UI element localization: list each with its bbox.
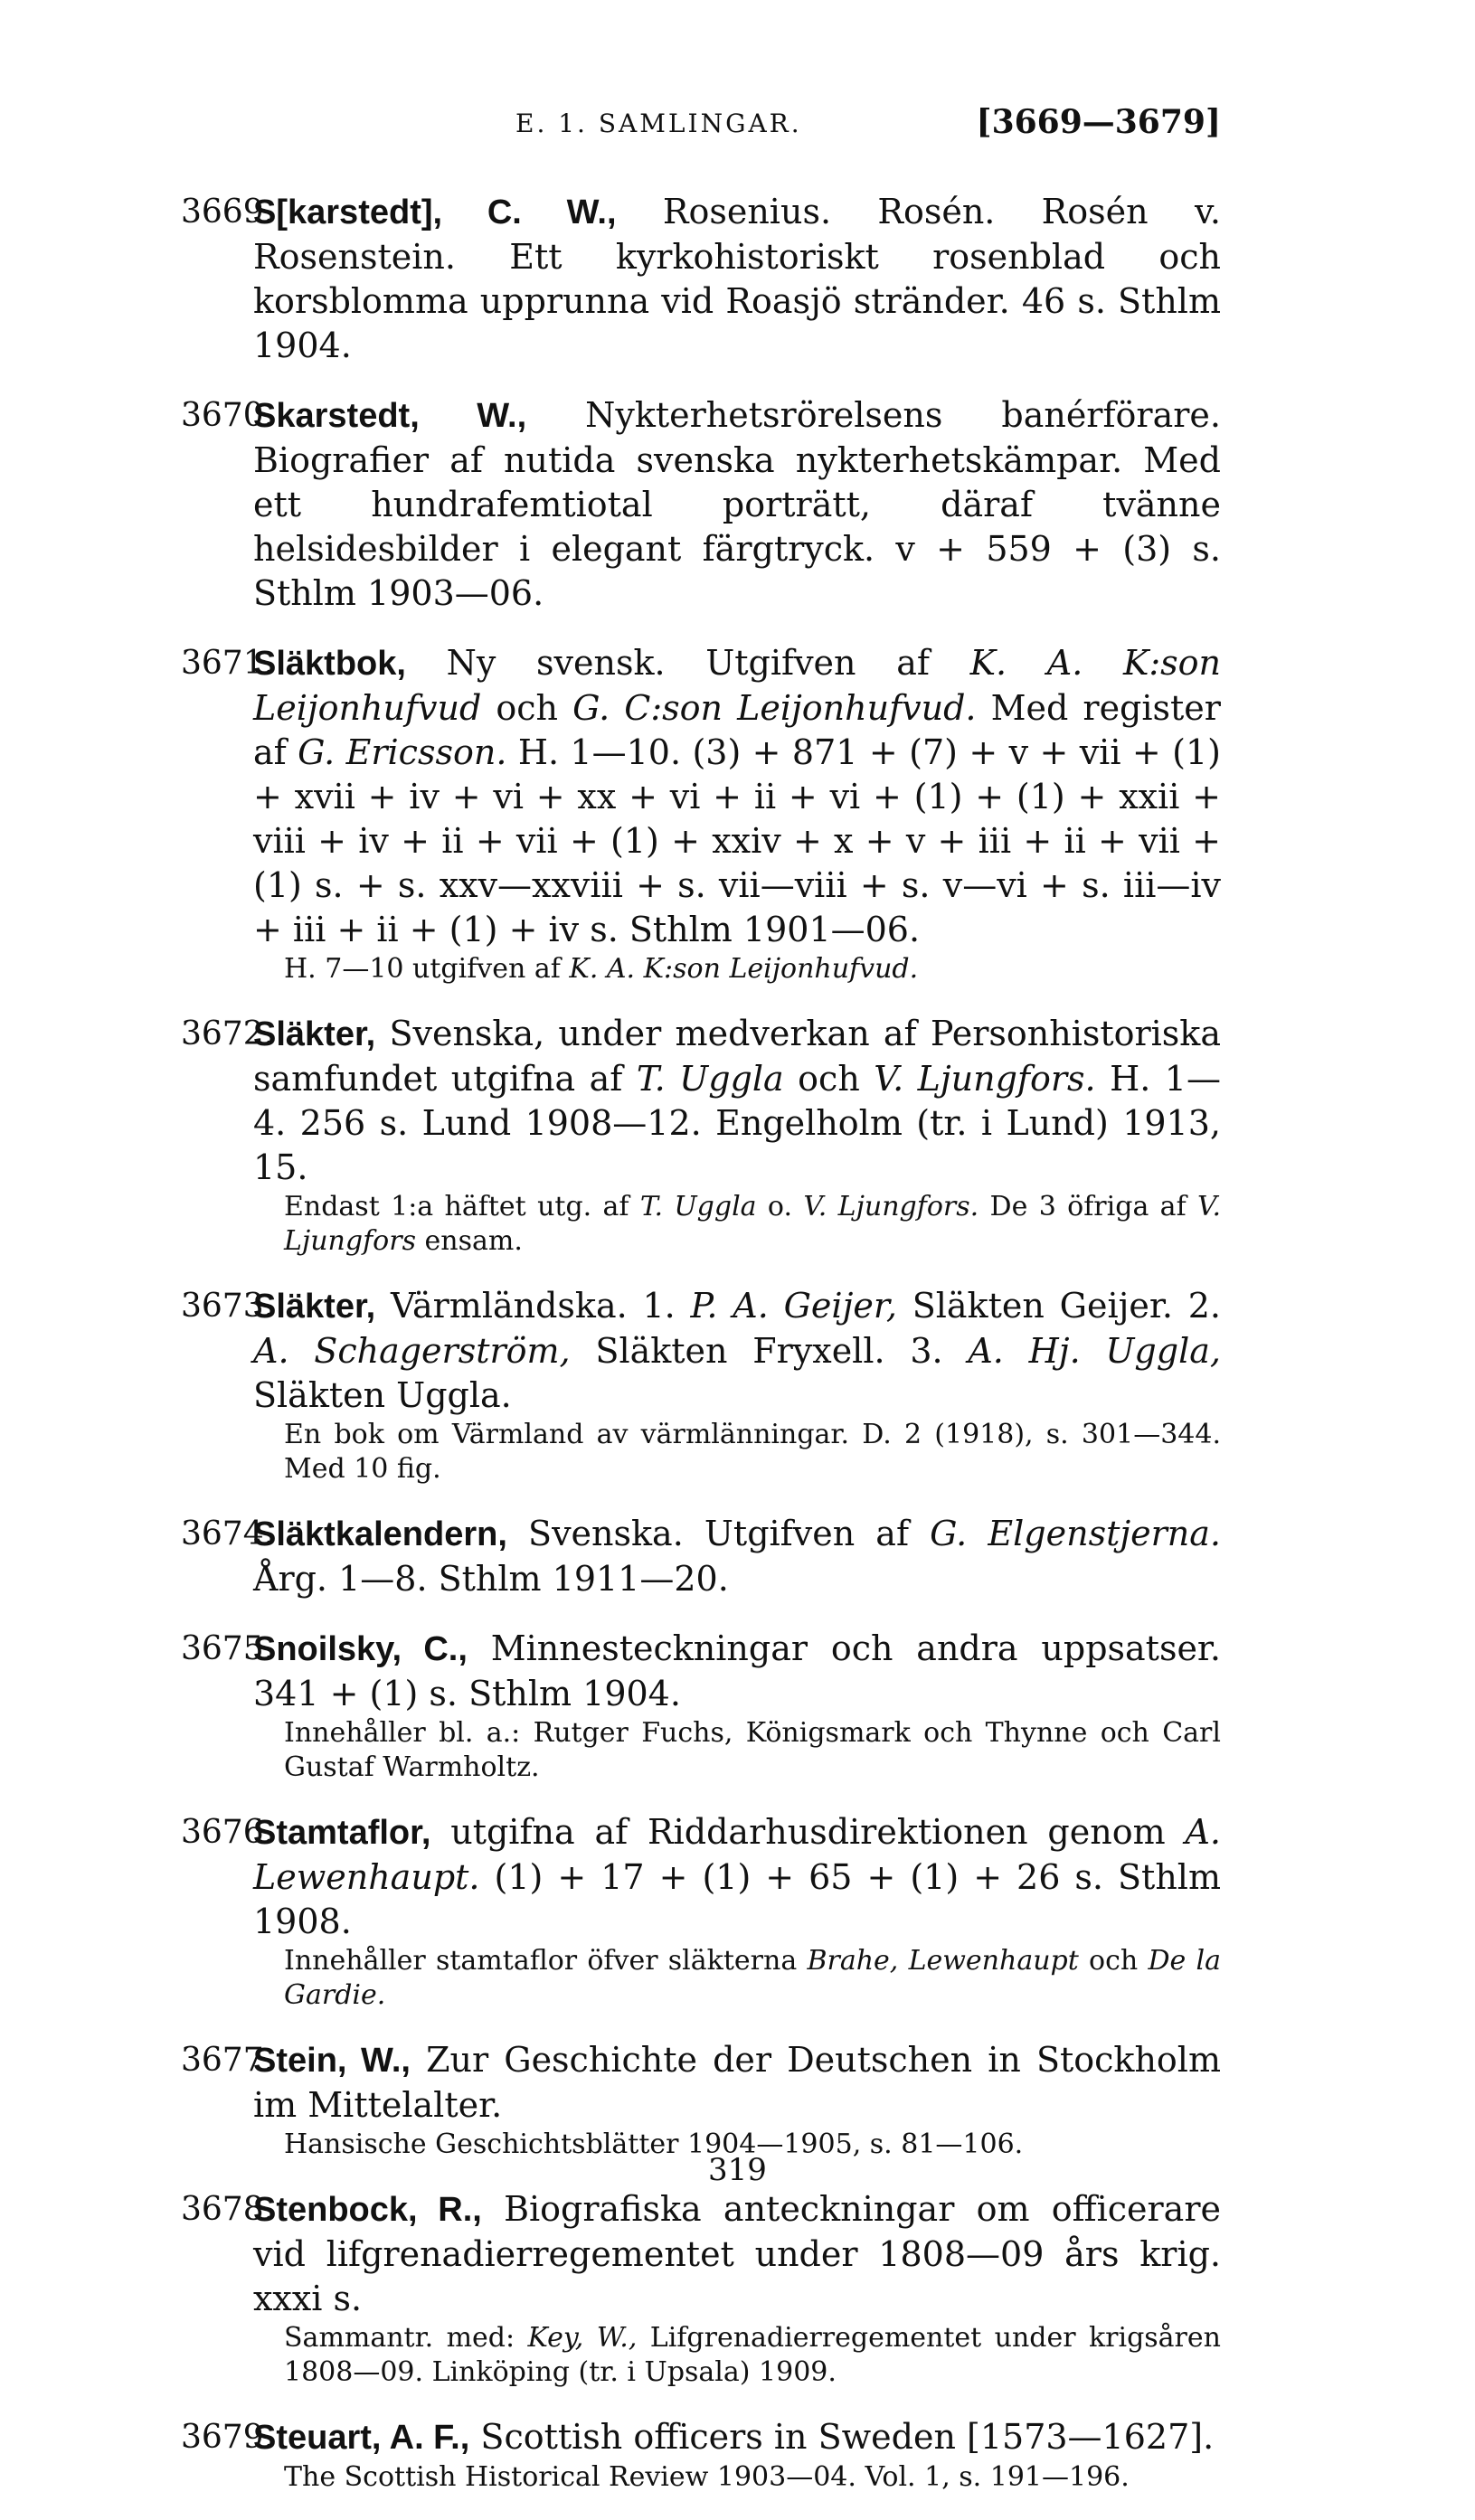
- entry-body: Skarstedt, W., Nykterhetsrörelsens banérförare. Biografier af nutida svenska nykterhetskämpar. Med ett hundrafemtiotal porträtt, däraf tvänne helsidesbilder i elegant färgtryck. v + 559 + (3) s. Sthlm 1903—06.: [253, 395, 1221, 613]
- entry-body: Stenbock, R., Biografiska anteckningar om officerare vid lifgrenadierregementet under 1808—09 års krig. xxxi s.: [253, 2189, 1221, 2318]
- entry-number: 3679.: [181, 2419, 275, 2456]
- entry-3676: [181, 1810, 1221, 2013]
- entry-author: Släkter,: [253, 1288, 376, 1326]
- entry-number: 3677.: [181, 2042, 275, 2079]
- entry-body: S[karstedt], C. W., Rosenius. Rosén. Rosén v. Rosenstein. Ett kyrkohistoriskt rosenblad och korsblomma upprunna vid Roasjö stränder. 46 s. Sthlm 1904.: [253, 192, 1221, 365]
- entry-body: Stamtaflor, utgifna af Riddarhusdirektionen genom A. Lewenhaupt. (1) + 17 + (1) + 65 + (1) + 26 s. Sthlm 1908.: [253, 1812, 1221, 1941]
- entry-author: Släktkalendern,: [253, 1515, 507, 1553]
- entry-note: Endast 1:a häftet utg. af T. Uggla o. V. Ljungfors. De 3 öfriga af V. Ljungfors ensam.: [284, 1191, 1221, 1257]
- entry-body: Släktkalendern, Svenska. Utgifven af G. Elgenstjerna. Årg. 1—8. Sthlm 1911—20.: [253, 1514, 1221, 1599]
- entry-3675: [181, 1627, 1221, 1785]
- entry-range: [3669—3679]: [976, 103, 1221, 141]
- entry-3669: [181, 190, 1221, 368]
- entry-3671: [181, 641, 1221, 986]
- entry-3677: [181, 2038, 1221, 2162]
- entry-body: Släkter, Svenska, under medverkan af Personhistoriska samfundet utgifna af T. Uggla och V. Ljungfors. H. 1—4. 256 s. Lund 1908—12. Engelholm (tr. i Lund) 1913, 15.: [253, 1014, 1221, 1187]
- entry-body: Stein, W., Zur Geschichte der Deutschen in Stockholm im Mittelalter.: [253, 2040, 1221, 2125]
- page-number: 319: [708, 2152, 767, 2188]
- entry-3678: [181, 2187, 1221, 2390]
- entry-3673: [181, 1284, 1221, 1487]
- entry-author: S[karstedt], C. W.,: [253, 193, 617, 231]
- entry-body: Steuart, A. F., Scottish officers in Sweden [1573—1627].: [253, 2417, 1215, 2457]
- entry-author: Släktbok,: [253, 645, 406, 683]
- entry-body: Släkter, Värmländska. 1. P. A. Geijer, Släkten Geijer. 2. A. Schagerström, Släkten Fryxell. 3. A. Hj. Uggla, Släkten Uggla.: [253, 1286, 1221, 1415]
- entry-note: En bok om Värmland av värmlänningar. D. 2 (1918), s. 301—344. Med 10 fig.: [284, 1419, 1221, 1485]
- entry-author: Skarstedt, W.,: [253, 397, 527, 435]
- entry-number: 3675.: [181, 1630, 275, 1667]
- section-title: E. 1. SAMLINGAR.: [515, 109, 802, 138]
- entry-3670: [181, 393, 1221, 616]
- entry-3679: [181, 2415, 1221, 2495]
- entry-author: Stamtaflor,: [253, 1814, 431, 1852]
- entry-number: 3669.: [181, 193, 275, 231]
- entry-number: 3670.: [181, 397, 275, 434]
- entry-note: Innehåller bl. a.: Rutger Fuchs, Königsmark och Thynne och Carl Gustaf Warmholtz.: [284, 1717, 1221, 1783]
- entry-number: 3673.: [181, 1288, 275, 1325]
- entry-author: Snoilsky, C.,: [253, 1630, 468, 1668]
- entry-author: Släkter,: [253, 1015, 376, 1053]
- entry-body: Släktbok, Ny svensk. Utgifven af K. A. K:son Leijonhufvud och G. C:son Leijonhufvud. Med register af G. Ericsson. H. 1—10. (3) + 871 + (7) + v + vii + (1) + xvii + iv + vi + xx + vi + ii + vi + (1) + (1) + xxii + viii + iv + ii + vii + (1) + xxiv + x + v + iii + ii + vii + (1) s. + s. xxv—xxviii + s. vii—viii + s. v—vi + s. iii—iv + iii + ii + (1) + iv s. Sthlm 1901—06.: [253, 643, 1221, 949]
- entry-number: 3676.: [181, 1814, 275, 1851]
- entry-number: 3671.: [181, 645, 275, 682]
- entry-body: Snoilsky, C., Minnesteckningar och andra uppsatser. 341 + (1) s. Sthlm 1904.: [253, 1628, 1221, 1713]
- entry-author: Steuart, A. F.,: [253, 2419, 470, 2457]
- entry-author: Stenbock, R.,: [253, 2191, 482, 2229]
- running-header: [244, 103, 1221, 163]
- entry-number: 3672.: [181, 1015, 275, 1052]
- entry-number: 3674.: [181, 1515, 275, 1553]
- entry-note: Hansische Geschichtsblätter 1904—1905, s. 81—106.: [284, 2128, 1024, 2160]
- entry-author: Stein, W.,: [253, 2042, 411, 2080]
- entry-3674: [181, 1512, 1221, 1601]
- entry-note: H. 7—10 utgifven af K. A. K:son Leijonhufvud.: [284, 953, 919, 985]
- entry-note: The Scottish Historical Review 1903—04. Vol. 1, s. 191—196.: [284, 2461, 1130, 2493]
- entry-note: Innehåller stamtaflor öfver släkterna Brahe, Lewenhaupt och De la Gardie.: [284, 1945, 1222, 2011]
- entry-number: 3678.: [181, 2191, 275, 2228]
- entry-3672: [181, 1012, 1221, 1259]
- entry-note: Sammantr. med: Key, W., Lifgrenadierregementet under krigsåren 1808—09. Linköping (tr. i Upsala) 1909.: [284, 2322, 1221, 2388]
